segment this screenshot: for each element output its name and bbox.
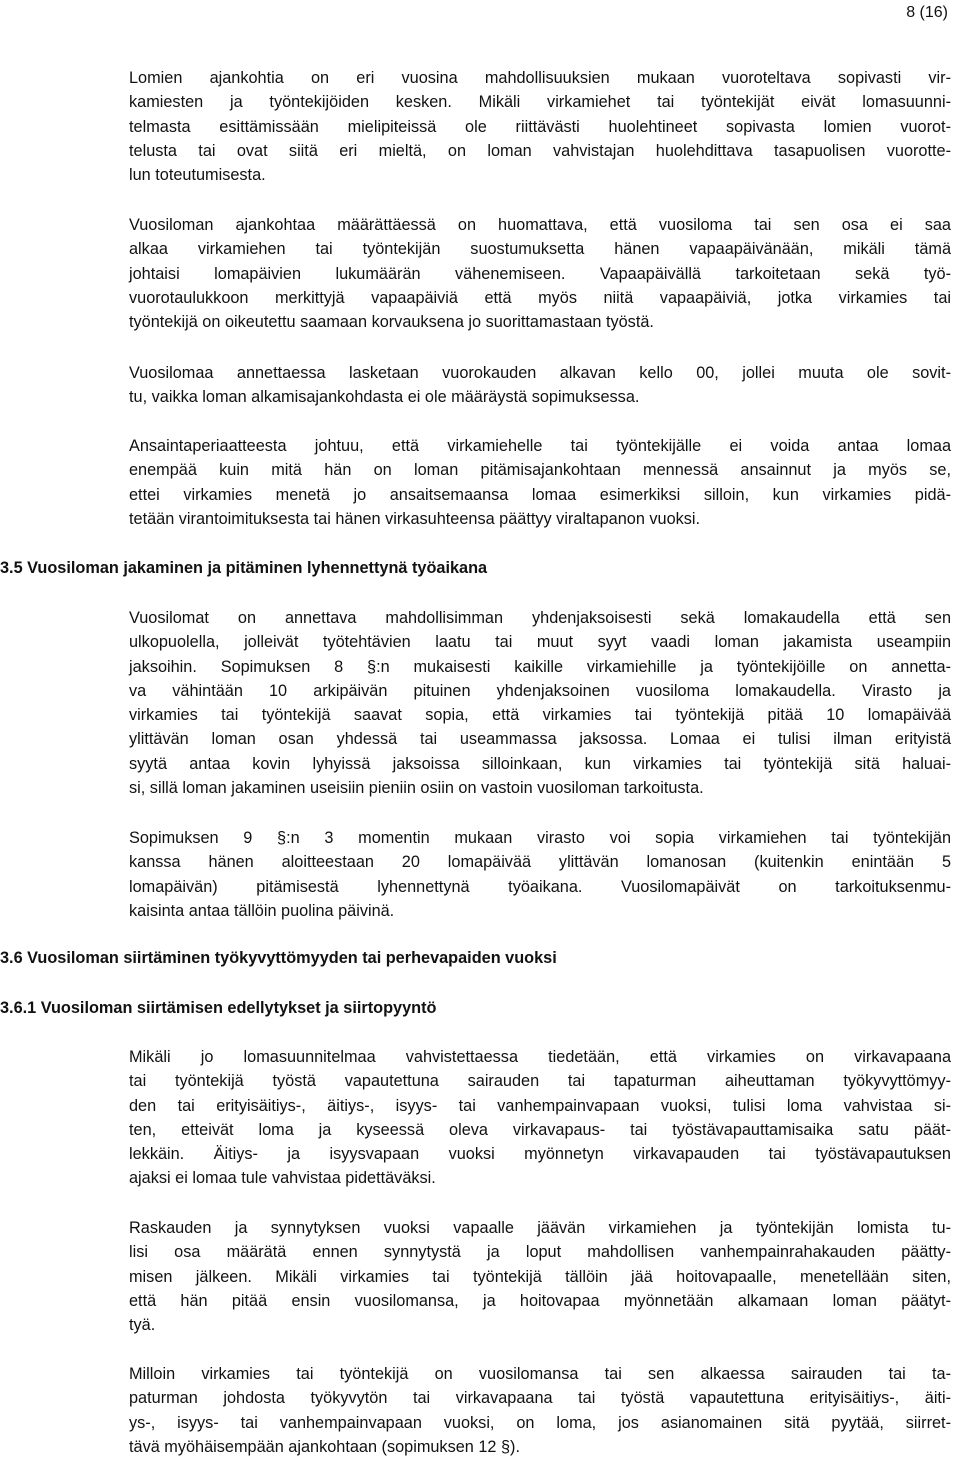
text-line: lisi osa määrätä ennen synnytystä ja loput mahdollisen vanhempainrahakauden päätty- (129, 1243, 951, 1262)
text-line: paturman johdosta työkyvytön tai virkavapaana tai työstä vapautettuna erityisäitiys-, äiti- (129, 1389, 951, 1408)
text-line: Mikäli jo lomasuunnitelmaa vahvistettaessa tiedetään, että virkamies on virkavapaana (129, 1048, 951, 1066)
text-line: Vuosiloman ajankohtaa määrättäessä on huomattava, että vuosiloma tai sen osa ei saa (129, 216, 951, 234)
paragraph-shortened-worktime (129, 826, 951, 923)
paragraph-accrual-principle (129, 434, 951, 531)
text-line: kanssa hänen aloitteestaan 20 lomapäivää ylittävän lomanosan (kuitenkin enintään 5 (129, 853, 951, 872)
text-line: misen jälkeen. Mikäli virkamies tai työntekijä tällöin jää hoitovapaalle, menetellään siten, (129, 1267, 951, 1286)
text-line: Vuosilomat on annettava mahdollisimman yhdenjaksoisesti sekä lomakaudella että sen (129, 609, 951, 627)
text-line: kaisinta antaa tällöin puolina päivinä. (129, 901, 395, 920)
text-line: tai työntekijä työstä vapautettuna sairauden tai tapaturman aiheuttaman työkyvyttömyy- (129, 1072, 951, 1091)
text-line: telmasta esittämissään mielipiteissä ole riittävästi huolehtineet sopivasta lomien vuorot- (129, 117, 951, 136)
text-line: ajaksi ei lomaa tule vahvistaa pidettäväksi. (129, 1169, 436, 1188)
text-line: si, sillä loman jakaminen useisiin pieniin osiin on vastoin vuosiloman tarkoitusta. (129, 779, 704, 798)
text-line: Ansaintaperiaatteesta johtuu, että virkamiehelle tai työntekijälle ei voida antaa lomaa (129, 437, 951, 455)
text-line: Milloin virkamies tai työntekijä on vuosilomansa tai sen alkaessa sairauden tai ta- (129, 1365, 951, 1383)
paragraph-leave-transfer (129, 1362, 951, 1459)
section-heading-3-5: 3.5 Vuosiloman jakaminen ja pitäminen lyhennettynä työaikana (0, 559, 488, 577)
text-line: ettei virkamies menetä jo ansaitsemaansa lomaa esimerkiksi silloin, kun virkamies pidä- (129, 485, 951, 504)
page-number: 8 (16) (906, 4, 948, 21)
text-line: ys-, isyys- tai vanhempainvapaan vuoksi, on loma, jos asianomainen sitä pyytää, siirret- (129, 1413, 951, 1432)
text-line: jaksoihin. Sopimuksen 8 §:n mukaisesti kaikille virkamiehille ja työntekijöille on annetta- (129, 657, 951, 676)
text-line: ulkopuolella, jolleivät työtehtävien laatu tai muut syyt vaadi loman jakamista useampiin (129, 633, 951, 652)
text-line: vuorotaulukkoon merkittyjä vapaapäiviä että myös niitä vapaapäiviä, jotka virkamies tai (129, 288, 951, 307)
text-line: Raskauden ja synnytyksen vuoksi vapaalle jäävän virkamiehen ja työntekijän lomista tu- (129, 1219, 951, 1237)
text-line: va vähintään 10 arkipäivän pituinen yhdenjaksoinen vuosiloma lomakaudella. Virasto ja (129, 681, 951, 700)
text-line: lekkäin. Äitiys- ja isyysvapaan vuoksi myönnetyn virkavapauden tai työstävapautuksen (129, 1145, 951, 1164)
text-line: lomapäivän) pitämisestä lyhennettynä työaikana. Vuosilomapäivät on tarkoituksenmu- (129, 877, 951, 896)
paragraph-leave-overlap (129, 1045, 951, 1191)
text-line: tävä myöhäisempään ajankohtaan (sopimuksen 12 §). (129, 1437, 520, 1456)
text-line: Vuosilomaa annettaessa lasketaan vuorokauden alkavan kello 00, jollei muuta ole sovit- (129, 364, 951, 382)
paragraph-holiday-start (129, 361, 951, 410)
paragraph-holiday-rotation (129, 66, 951, 187)
text-line: ylittävän loman osan yhdessä tai useammassa jaksossa. Lomaa ei tulisi ilman erityistä (129, 730, 951, 749)
text-line: lun toteutumisesta. (129, 166, 266, 185)
paragraph-holiday-splitting (129, 606, 951, 800)
paragraph-pregnancy-leave (129, 1216, 951, 1337)
text-line: Lomien ajankohtia on eri vuosina mahdollisuuksien mukaan vuoroteltava sopivasti vir- (129, 69, 951, 87)
text-line: den tai erityisäitiys-, äitiys-, isyys- tai vanhempainvapaan vuoksi, tulisi loma vahvistaa si- (129, 1096, 951, 1115)
text-line: ten, etteivät loma ja kyseessä oleva virkavapaus- tai työstävapauttamisaika satu päät- (129, 1120, 951, 1139)
text-line: enempää kuin mitä hän on loman pitämisajankohtaan mennessä ansainnut ja myös se, (129, 461, 951, 480)
section-heading-3-6-1: 3.6.1 Vuosiloman siirtämisen edellytykset ja siirtopyyntö (0, 999, 437, 1017)
text-line: tyä. (129, 1316, 156, 1335)
text-line: Sopimuksen 9 §:n 3 momentin mukaan virasto voi sopia virkamiehen tai työntekijän (129, 829, 951, 847)
text-line: syytä antaa kovin lyhyissä jaksoissa silloinkaan, kun virkamies tai työntekijä sitä haluai- (129, 754, 951, 773)
text-line: tetään virantoimituksesta tai hänen virkasuhteensa päättyy viraltapanon vuoksi. (129, 509, 701, 528)
text-line: virkamies tai työntekijä saavat sopia, että virkamies tai työntekijä pitää 10 lomapäivää (129, 706, 951, 725)
text-line: johtaisi lomapäivien lukumäärän vähenemiseen. Vapaapäivällä tarkoitetaan sekä työ- (129, 264, 951, 283)
text-line: että hän pitää ensin vuosilomansa, ja hoitovapaa myönnetään alkamaan loman päätyt- (129, 1291, 951, 1310)
paragraph-holiday-timing (129, 213, 951, 334)
section-heading-3-6: 3.6 Vuosiloman siirtäminen työkyvyttömyyden tai perhevapaiden vuoksi (0, 949, 557, 967)
text-line: tu, vaikka loman alkamisajankohdasta ei ole määräystä sopimuksessa. (129, 388, 640, 407)
text-line: alkaa virkamiehen tai työntekijän suostumuksetta hänen vapaapäivänään, mikäli tämä (129, 240, 951, 259)
text-line: kamiesten ja työntekijöiden kesken. Mikäli virkamiehet tai työntekijät eivät lomasuunni- (129, 93, 951, 112)
text-line: työntekijä on oikeutettu saamaan korvauksena jo suorittamastaan työstä. (129, 313, 654, 332)
text-line: telusta tai ovat siitä eri mieltä, on loman vahvistajan huolehdittava tasapuolisen vuorotte- (129, 141, 951, 160)
